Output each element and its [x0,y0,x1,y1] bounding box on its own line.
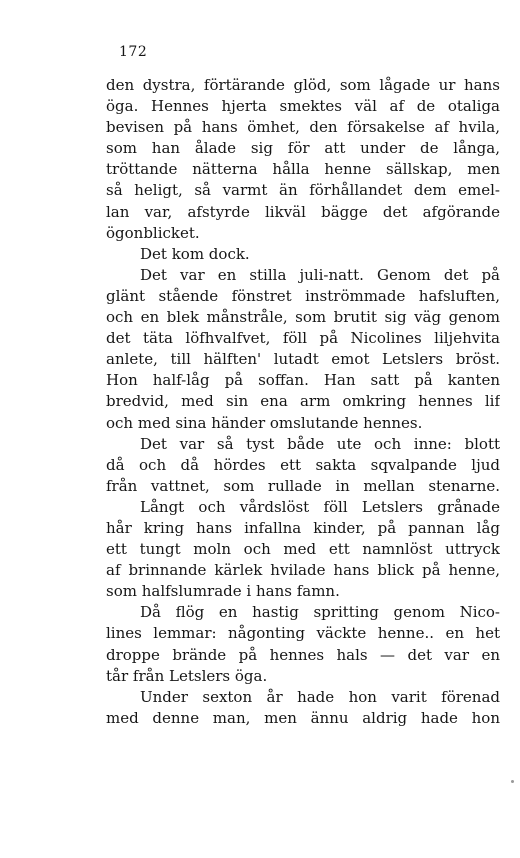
text-line: med denne man, men ännu aldrig hade hon [106,708,500,727]
text-line: ett tungt moln och med ett namnlöst uttryck [106,540,500,559]
text-line: bevisen på hans ömhet, den försakelse af hvila, [106,118,500,137]
text-line: som han ålade sig för att under de långa, [106,139,500,158]
text-line: lines lemmar: någonting väckte henne.. en het [106,624,500,643]
text-line: Det var så tyst både ute och inne: blott [140,434,500,453]
text-line: då och då hördes ett sakta sqvalpande ljud [106,455,500,474]
text-line: Hon half-låg på soffan. Han satt på kanten [106,371,500,390]
text-line: ögonblicket. [106,223,200,242]
text-line: bredvid, med sin ena arm omkring hennes lif [106,392,500,411]
text-line: tår från Letslers öga. [106,666,268,685]
text-line: och en blek månstråle, som brutit sig väg genom [106,308,500,327]
text-line: öga. Hennes hjerta smektes väl af de otaliga [106,97,500,116]
text-line: af brinnande kärlek hvilade hans blick på henne, [106,561,500,580]
text-line: så heligt, så varmt än förhållandet dem emel- [106,181,500,200]
text-line: Det kom dock. [140,244,250,263]
text-line: droppe brände på hennes hals — det var en [106,645,500,664]
page-number: 172 [119,44,148,60]
text-line: Under sexton år hade hon varit förenad [140,687,500,706]
text-line: och med sina händer omslutande hennes. [106,413,423,432]
text-line: från vattnet, som rullade in mellan stenarne. [106,476,500,495]
text-line: Då flög en hastig spritting genom Nico- [140,603,500,622]
text-line: tröttande nätterna hålla henne sällskap, men [106,160,500,179]
text-line: hår kring hans infallna kinder, på pannan låg [106,518,500,537]
text-line: den dystra, förtärande glöd, som lågade ur hans [106,76,500,94]
body-text [106,75,500,729]
text-line: glänt stående fönstret inströmmade hafsluften, [106,286,500,305]
text-line: Det var en stilla juli-natt. Genom det på [140,265,500,284]
text-line: anlete, till hälften' lutadt emot Letslers bröst. [106,350,500,369]
text-line: det täta löfhvalfvet, föll på Nicolines liljehvita [106,329,500,348]
scan-speck [511,780,514,783]
text-line: som halfslumrade i hans famn. [106,582,340,601]
text-line: lan var, afstyrde likväl bägge det afgörande [106,202,500,221]
text-line: Långt och vårdslöst föll Letslers grånade [140,497,500,516]
